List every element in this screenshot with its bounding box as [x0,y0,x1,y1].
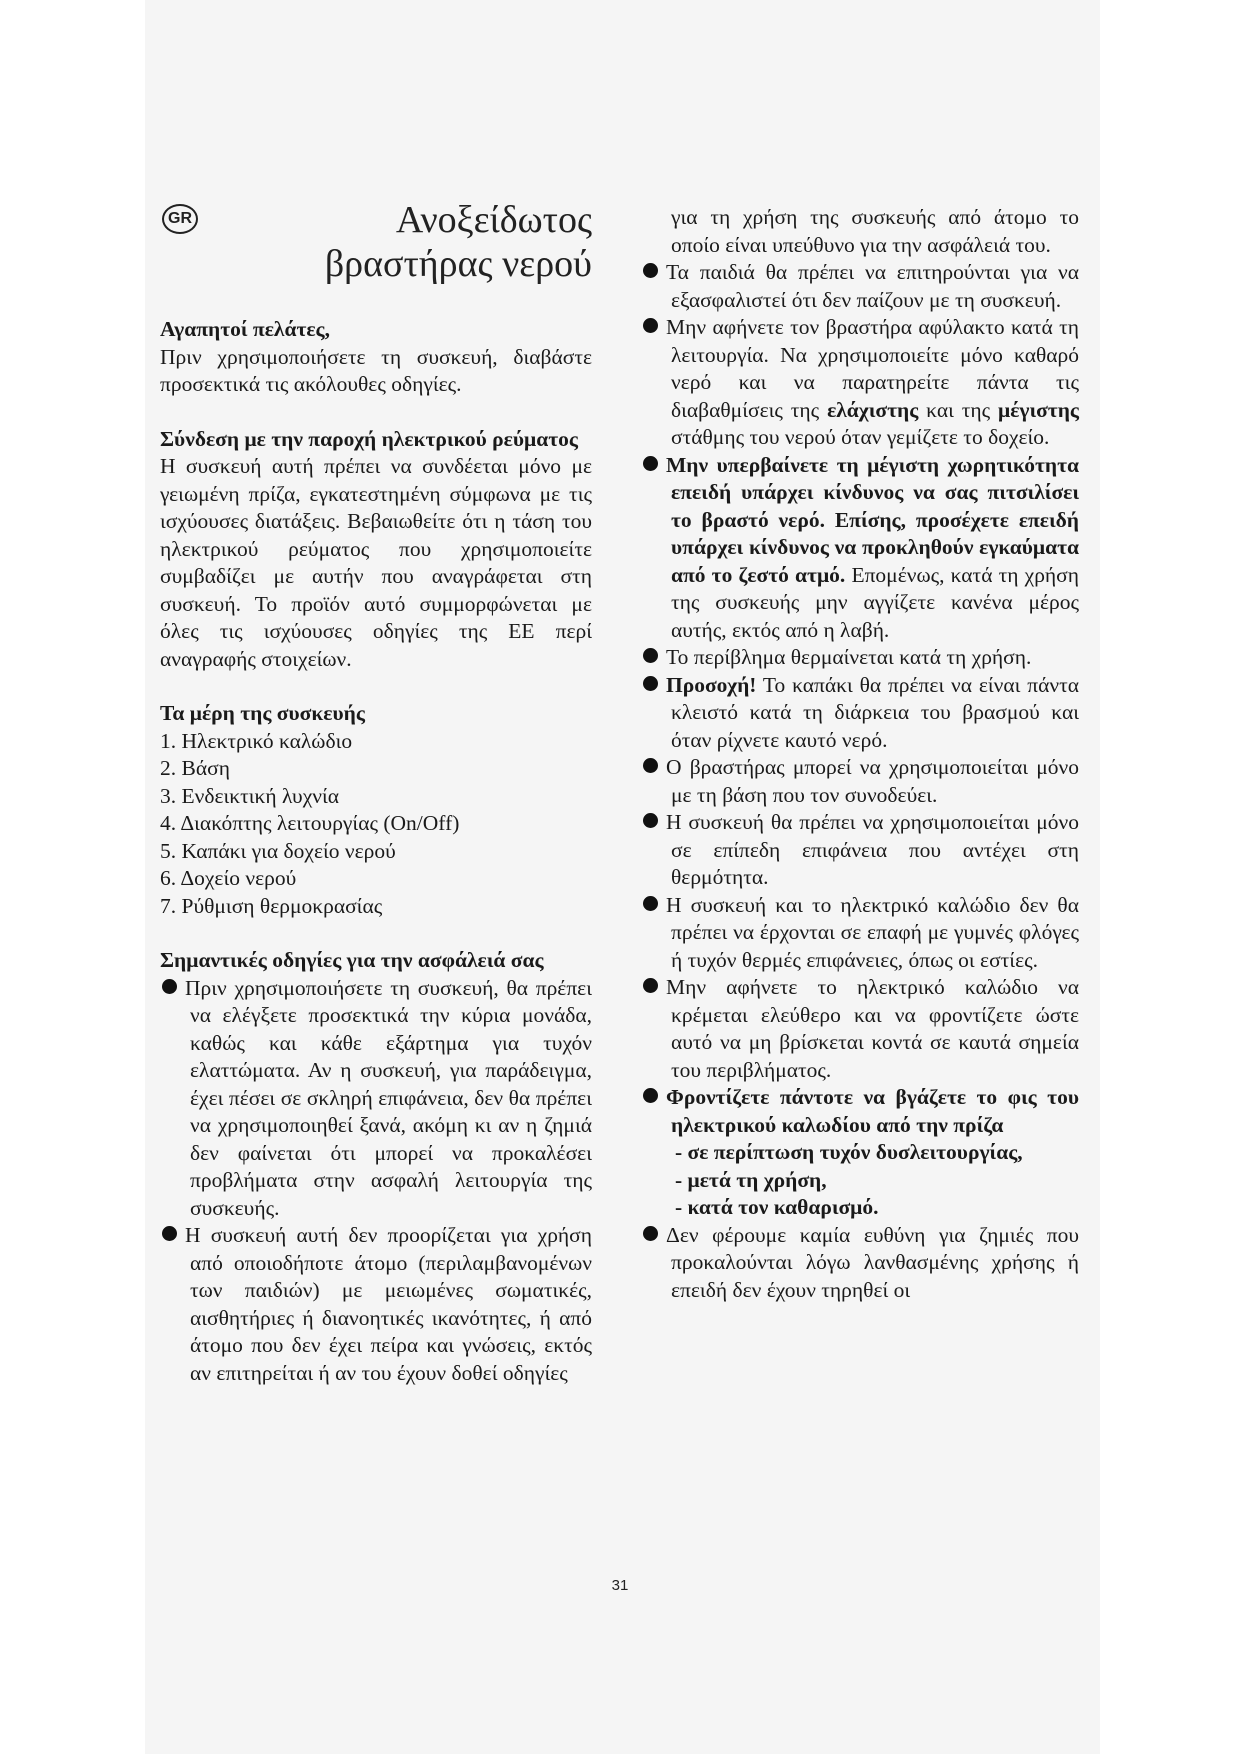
safety-item: Ο βραστήρας μπορεί να χρησιμοποιείται μόνο με τη βάση που τον συνοδεύει. [641,754,1079,809]
parts-heading: Τα μέρη της συσκευής [160,701,365,725]
bullet-icon [643,1088,658,1103]
bullet-icon [643,758,658,773]
bullet-icon [643,318,658,333]
continued-text: για τη χρήση της συσκευής από άτομο το οποίο είναι υπεύθυνο για την ασφάλειά του. [671,205,1079,257]
connection-text: Η συσκευή αυτή πρέπει να συνδέεται μόνο με γειωμένη πρίζα, εγκατεστημένη σύμφωνα με τις ισχύουσες διατάξεις. Βεβαιωθείτε ότι η τάση του ηλεκτρικού ρεύματος που χρησιμοποιείτε συμβαδίζει με αυτήν που αναγράφεται στη συσκευή. Το προϊόν αυτό συμμορφώνεται με όλες τις ισχύουσες οδηγίες της ΕΕ περί αναγραφής στοιχείων. [160,454,592,671]
greeting: Αγαπητοί πελάτες, [160,317,330,341]
safety-item: Η συσκευή αυτή δεν προορίζεται για χρήση από οποιοδήποτε άτομο (περιλαμβανομένων των παιδιών) με μειωμένες σωματικές, αισθητήριες ή διανοητικές ικανότητες, ή από άτομο που δεν έχει πείρα και γνώσεις, εκτός αν επιτηρείται ή αν του έχουν δοθεί οδηγίες [160,1222,592,1387]
bullet-icon [643,813,658,828]
title-line-1: Ανοξείδωτος [395,199,592,241]
bullet-icon [643,648,658,663]
safety-item: Η συσκευή θα πρέπει να χρησιμοποιείται μόνο σε επίπεδη επιφάνεια που αντέχει στη θερμότητα. [641,809,1079,892]
safety-item: Δεν φέρουμε καμία ευθύνη για ζημιές που προκαλούνται λόγω λανθασμένης χρήσης ή επειδή δεν έχουν τηρηθεί οι [641,1222,1079,1305]
parts-list-item: 6. Δοχείο νερού [160,866,297,890]
safety-item: Τα παιδιά θα πρέπει να επιτηρούνται για να εξασφαλιστεί ότι δεν παίζουν με τη συσκευή. [641,259,1079,314]
safety-item: Φροντίζετε πάντοτε να βγάζετε το φις του ηλεκτρικού καλωδίου από την πρίζα [641,1084,1079,1139]
parts-list-item: 7. Ρύθμιση θερμοκρασίας [160,893,383,918]
safety-item: Προσοχή! Το καπάκι θα πρέπει να είναι πάντα κλειστό κατά τη διάρκεια του βρασμού και όταν ρίχνετε καυτό νερό. [641,672,1079,755]
title-line-2: βραστήρας νερού [324,243,592,285]
left-column [160,316,592,1387]
safety-item: Το περίβλημα θερμαίνεται κατά τη χρήση. [641,644,1079,672]
connection-heading: Σύνδεση με την παροχή ηλεκτρικού ρεύματος [160,426,578,451]
bullet-icon [162,1226,177,1241]
bullet-icon [643,456,658,471]
unplug-case: - σε περίπτωση τυχόν δυσλειτουργίας, [675,1140,1023,1164]
bullet-icon [643,896,658,911]
safety-item: Πριν χρησιμοποιήσετε τη συσκευή, θα πρέπει να ελέγξετε προσεκτικά την κύρια μονάδα, καθώς και κάθε εξάρτημα για τυχόν ελαττώματα. Αν η συσκευή, για παράδειγμα, έχει πέσει σε σκληρή επιφάνεια, δεν θα πρέπει να χρησιμοποιηθεί ξανά, ακόμη κι αν η ζημιά δεν φαίνεται ότι μπορεί να προκαλέσει προβλήματα στην ασφαλή λειτουργία της συσκευής. [160,975,592,1223]
right-column [641,204,1079,1304]
bullet-icon [643,263,658,278]
parts-list-item: 5. Καπάκι για δοχείο νερού [160,838,396,863]
parts-list-item: 3. Ενδεικτική λυχνία [160,783,340,808]
page-title [250,198,592,286]
bullet-icon [643,676,658,691]
unplug-case: - κατά τον καθαρισμό. [675,1195,879,1219]
parts-list-item: 2. Βάση [160,756,230,780]
safety-item: Μην αφήνετε το ηλεκτρικό καλώδιο να κρέμεται ελεύθερο και να φροντίζετε ώστε αυτό να μη βρίσκεται κοντά σε καυτά σημεία του περιβλήματος. [641,974,1079,1084]
country-code-badge: GR [162,204,198,234]
safety-item: Μην αφήνετε τον βραστήρα αφύλακτο κατά τη λειτουργία. Να χρησιμοποιείτε μόνο καθαρό νερό και να παρατηρείτε πάντα τις διαβαθμίσεις της ελάχιστης και της μέγιστης στάθμης του νερού όταν γεμίζετε το δοχείο. [641,314,1079,452]
parts-list-item: 1. Ηλεκτρικό καλώδιο [160,728,353,753]
page-number: 31 [611,1577,629,1594]
bullet-icon [162,979,177,994]
bullet-icon [643,978,658,993]
intro-text: Πριν χρησιμοποιήσετε τη συσκευή, διαβάστε προσεκτικά τις ακόλουθες οδηγίες. [160,344,592,396]
safety-item: Η συσκευή και το ηλεκτρικό καλώδιο δεν θα πρέπει να έρχονται σε επαφή με γυμνές φλόγες ή τυχόν θερμές επιφάνειες, όπως οι εστίες. [641,892,1079,975]
bullet-icon [643,1226,658,1241]
safety-heading: Σημαντικές οδηγίες για την ασφάλειά σας [160,948,544,972]
parts-list-item: 4. Διακόπτης λειτουργίας (On/Off) [160,811,460,835]
unplug-case: - μετά τη χρήση, [675,1167,827,1192]
safety-item: Μην υπερβαίνετε τη μέγιστη χωρητικότητα επειδή υπάρχει κίνδυνος να σας πιτσιλίσει το βραστό νερό. Επίσης, προσέχετε επειδή υπάρχει κίνδυνος να προκληθούν εγκαύματα από το ζεστό ατμό. Επομένως, κατά τη χρήση της συσκευής μην αγγίζετε κανένα μέρος αυτής, εκτός από η λαβή. [641,452,1079,645]
